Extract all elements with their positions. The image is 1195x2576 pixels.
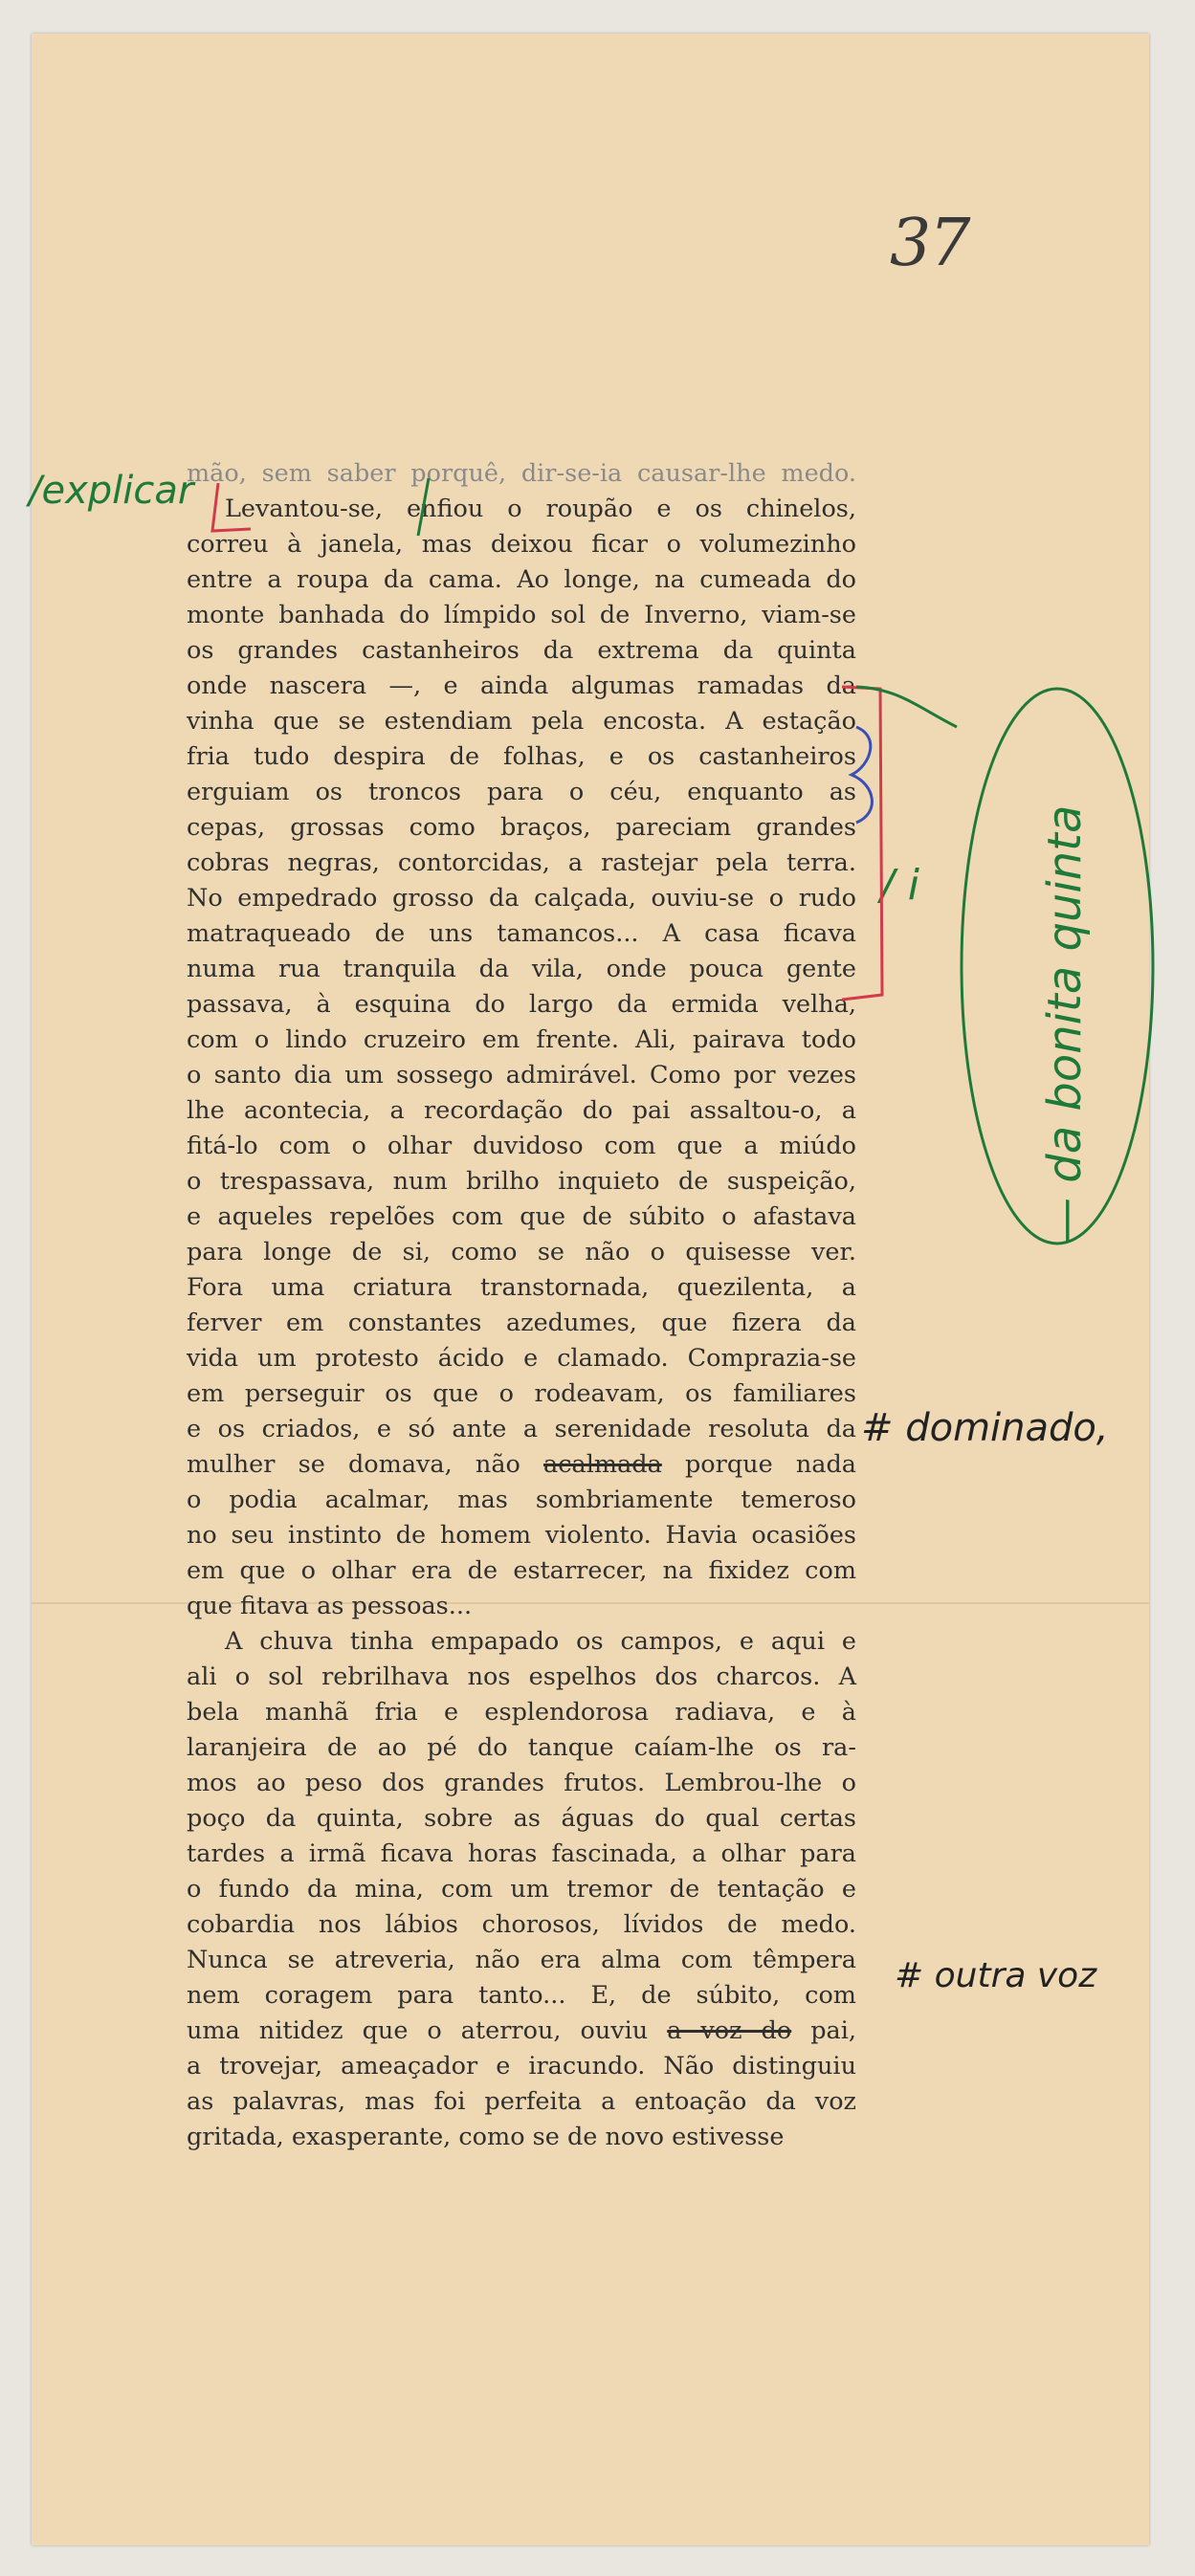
struck-word: a voz do [667, 2016, 792, 2045]
text-line-content: os grandes castanheiros da extrema da quinta [187, 636, 856, 665]
text-line-content: laranjeira de ao pé do tanque caíam-lhe os ra- [187, 1733, 856, 1762]
margin-note-dominado: # dominado, [861, 1406, 1109, 1450]
text-line-content: vida um protesto ácido e clamado. Comprazia-se [187, 1344, 856, 1373]
text-line-content: o santo dia um sossego admirável. Como por vezes [187, 1061, 856, 1090]
text-line-content: mão, sem saber porquê, dir-se-ia causar-lhe medo. [187, 459, 856, 488]
blue-scribble [852, 727, 872, 823]
text-line-content: ali o sol rebrilhava nos espelhos dos charcos. A [187, 1662, 856, 1691]
text-line-content: que fitava as pessoas... [187, 1592, 473, 1620]
text-line-content: as palavras, mas foi perfeita a entoação da voz [187, 2087, 856, 2116]
text-line-content: Fora uma criatura transtornada, quezilenta, a [187, 1273, 856, 1302]
text-line-content: mulher se domava, não [187, 1450, 520, 1479]
green-connector [856, 687, 957, 727]
green-slash-mark [418, 478, 429, 536]
margin-note-bonita-quinta: — da bonita quinta [1038, 804, 1092, 1244]
text-line-content: nem coragem para tanto... E, de súbito, com [187, 1981, 856, 2010]
text-after-strike: pai, [810, 2016, 856, 2045]
struck-word: acalmada [543, 1450, 662, 1479]
text-line-content: gritada, exasperante, como se de novo estivesse [187, 2123, 785, 2151]
text-line-content: uma nitidez que o aterrou, ouviu [187, 2016, 649, 2045]
text-line-content: e aqueles repelões com que de súbito o afastava [187, 1202, 856, 1231]
text-line-content: passava, à esquina do largo da ermida velha, [187, 990, 856, 1019]
text-line-content: bela manhã fria e esplendorosa radiava, e à [187, 1698, 856, 1727]
text-line-content: mos ao peso dos grandes frutos. Lembrou-lhe o [187, 1769, 856, 1797]
text-line-content: correu à janela, mas deixou ficar o volumezinho [187, 530, 856, 559]
margin-note-outra-voz: # outra voz [895, 1956, 1097, 1995]
text-line-content: numa rua tranquila da vila, onde pouca gente [187, 955, 856, 983]
text-line-content: onde nascera —, e ainda algumas ramadas da [187, 672, 856, 700]
text-line-content: o trespassava, num brilho inquieto de suspeição, [187, 1167, 856, 1196]
text-line-content: o fundo da mina, com um tremor de tentação e [187, 1875, 856, 1904]
text-line-content: erguiam os troncos para o céu, enquanto as [187, 778, 856, 806]
text-line-content: fria tudo despira de folhas, e os castanheiros [187, 742, 856, 771]
text-line-content: monte banhada do límpido sol de Inverno, viam-se [187, 601, 856, 629]
text-line-content: o podia acalmar, mas sombriamente temeroso [187, 1486, 856, 1514]
text-line-content: e os criados, e só ante a serenidade resoluta da [187, 1415, 856, 1443]
text-line-content: cobras negras, contorcidas, a rastejar pela terra. [187, 848, 856, 877]
text-line-content: Nunca se atreveria, não era alma com têmpera [187, 1946, 856, 1974]
margin-note-li: / i [880, 861, 920, 910]
margin-note-explicar: /explicar [29, 469, 194, 513]
text-line-content: no seu instinto de homem violento. Havia ocasiões [187, 1521, 856, 1550]
text-line-content: a trovejar, ameaçador e iracundo. Não distinguiu [187, 2052, 856, 2081]
text-line-content: poço da quinta, sobre as águas do qual certas [187, 1804, 856, 1833]
text-line-content: com o lindo cruzeiro em frente. Ali, pairava todo [187, 1025, 856, 1054]
text-line-content: em perseguir os que o rodeavam, os familiares [187, 1379, 856, 1408]
text-line-content: para longe de si, como se não o quisesse ver. [187, 1238, 856, 1266]
text-line-content: vinha que se estendiam pela encosta. A estação [187, 707, 856, 736]
text-after-strike: porque nada [684, 1450, 856, 1479]
text-line-content: Levantou-se, enfiou o roupão e os chinelos, [225, 495, 856, 523]
text-line-content: cepas, grossas como braços, pareciam grandes [187, 813, 856, 842]
text-line-content: lhe acontecia, a recordação do pai assaltou-o, a [187, 1096, 856, 1125]
text-line-content: cobardia nos lábios chorosos, lívidos de medo. [187, 1910, 856, 1939]
red-bracket-right [842, 687, 882, 1000]
text-line-content: tardes a irmã ficava horas fascinada, a olhar para [187, 1839, 856, 1868]
text-line-content: A chuva tinha empapado os campos, e aqui e [225, 1627, 856, 1656]
text-line-content: entre a roupa da cama. Ao longe, na cumeada do [187, 565, 856, 594]
green-oval [962, 689, 1153, 1244]
red-bracket-first-line [212, 483, 251, 531]
text-line-content: fitá-lo com o olhar duvidoso com que a miúdo [187, 1132, 856, 1160]
text-line-content: matraqueado de uns tamancos... A casa ficava [187, 919, 856, 948]
text-line-content: em que o olhar era de estarrecer, na fixidez com [187, 1556, 856, 1585]
text-line-content: ferver em constantes azedumes, que fizera da [187, 1309, 856, 1337]
page-number: 37 [890, 206, 969, 281]
text-line-content: No empedrado grosso da calçada, ouviu-se o rudo [187, 884, 856, 913]
